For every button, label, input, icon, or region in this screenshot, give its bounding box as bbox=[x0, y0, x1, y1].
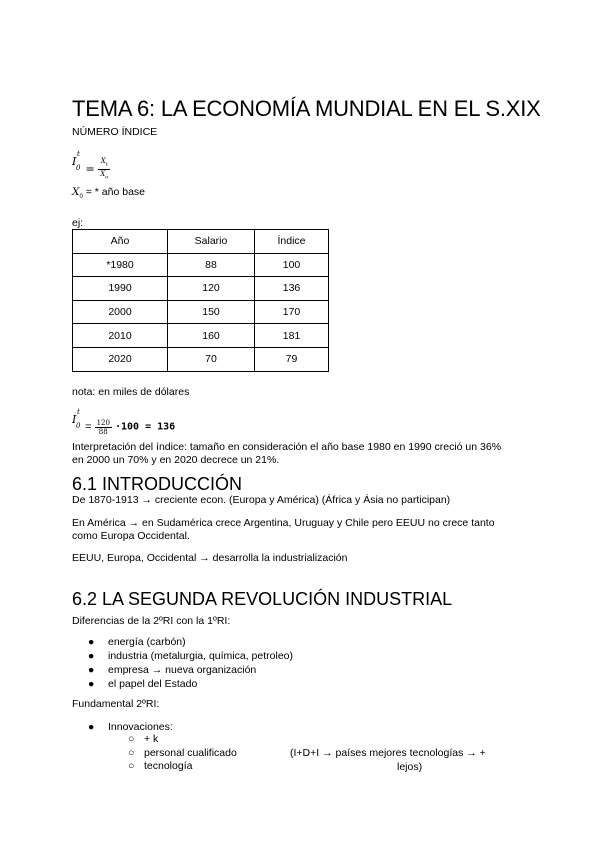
table-header: Índice bbox=[255, 230, 329, 254]
table-cell: 160 bbox=[168, 324, 255, 348]
table-note: nota: en miles de dólares bbox=[72, 386, 190, 398]
table-cell: 120 bbox=[168, 277, 255, 301]
table-cell: 2000 bbox=[73, 300, 168, 324]
table-cell: 2010 bbox=[73, 324, 168, 348]
list-item: ● industria (metalurgia, química, petroleo) bbox=[88, 650, 294, 662]
list-item: ● empresa → nueva organización bbox=[88, 664, 257, 676]
table-row bbox=[73, 253, 329, 277]
table-cell: 136 bbox=[255, 277, 329, 301]
paragraph: Diferencias de la 2ºRI con la 1ºRI: bbox=[72, 615, 231, 627]
index-table bbox=[72, 229, 329, 372]
list-item: ● Innovaciones: bbox=[88, 721, 173, 733]
table-cell: *1980 bbox=[73, 253, 168, 277]
table-header: Salario bbox=[168, 230, 255, 254]
paragraph: como Europa Occidental. bbox=[72, 530, 190, 542]
table-cell: 70 bbox=[168, 347, 255, 371]
list-item: ○ + k bbox=[128, 733, 159, 745]
list-item: ○ tecnología bbox=[128, 760, 193, 772]
table-cell: 170 bbox=[255, 300, 329, 324]
table-row bbox=[73, 300, 329, 324]
list-item: ● el papel del Estado bbox=[88, 678, 198, 690]
interpretation-line: Interpretación del índice: tamaño en consideración el año base 1980 en 1990 creció un 36% bbox=[72, 441, 502, 453]
differences-list bbox=[88, 635, 294, 691]
page-title: TEMA 6: LA ECONOMÍA MUNDIAL EN EL S.XIX bbox=[72, 96, 541, 121]
table-cell: 181 bbox=[255, 324, 329, 348]
index-formula: I t 0 = $\frac{X_t}{X_o}$ bbox=[72, 150, 109, 180]
table-header-row bbox=[73, 230, 329, 254]
table-row bbox=[73, 324, 329, 348]
index-calculation: I t 0 = $\frac{120}{88}$ ·100 = 136 bbox=[72, 408, 176, 436]
section-heading-6-2: 6.2 LA SEGUNDA REVOLUCIÓN INDUSTRIAL bbox=[72, 589, 453, 609]
example-label: ej: bbox=[72, 217, 84, 229]
table-row bbox=[73, 277, 329, 301]
list-item: ○ personal cualificado bbox=[128, 746, 237, 759]
section-heading-6-1: 6.1 INTRODUCCIÓN bbox=[72, 474, 243, 494]
table-cell: 150 bbox=[168, 300, 255, 324]
list-item: ● energía (carbón) bbox=[88, 636, 186, 648]
side-note: lejos) bbox=[397, 761, 423, 773]
table-cell: 2020 bbox=[73, 347, 168, 371]
paragraph: Fundamental 2ºRI: bbox=[72, 698, 160, 710]
table-cell: 88 bbox=[168, 253, 255, 277]
numero-indice-label: NÚMERO ÍNDICE bbox=[72, 126, 158, 138]
paragraph: EEUU, Europa, Occidental → desarrolla la industrialización bbox=[72, 552, 348, 564]
innovations-sublist bbox=[128, 733, 237, 774]
table-cell: 100 bbox=[255, 253, 329, 277]
side-note: (I+D+I → países mejores tecnologías → + bbox=[290, 747, 486, 759]
table-row bbox=[73, 347, 329, 371]
table-cell: 1990 bbox=[73, 277, 168, 301]
paragraph: De 1870-1913 → creciente econ. (Europa y América) (África y Ásia no participan) bbox=[72, 494, 451, 506]
innovations-list bbox=[88, 720, 173, 734]
paragraph: En América → en Sudamérica crece Argentina, Uruguay y Chile pero EEUU no crece tanto bbox=[72, 517, 495, 529]
base-year-definition: $X_0$ = * año base bbox=[72, 186, 146, 201]
interpretation-line: en 2000 un 70% y en 2020 decrece un 21%. bbox=[72, 454, 280, 466]
table-cell: 79 bbox=[255, 347, 329, 371]
table-header: Año bbox=[73, 230, 168, 254]
